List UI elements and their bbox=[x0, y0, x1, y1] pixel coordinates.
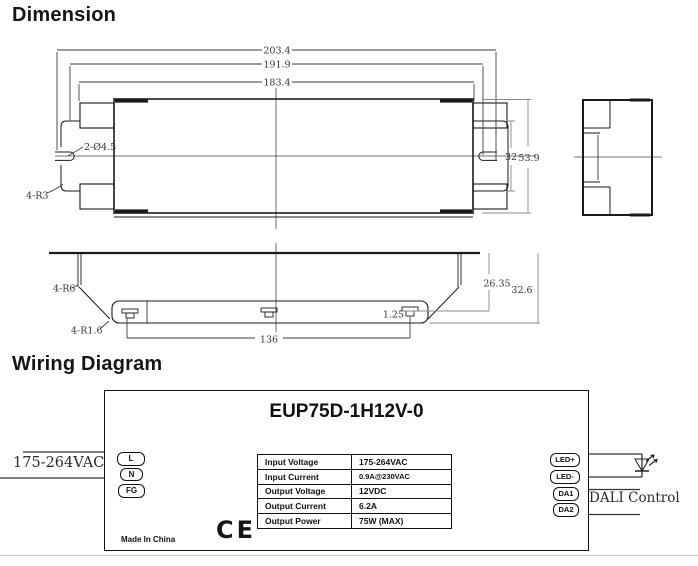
spec-row-input-voltage bbox=[258, 455, 452, 470]
top-view-drawing bbox=[55, 88, 536, 229]
spec-value: 12VDC bbox=[352, 484, 452, 499]
dim-inner-height: 26.35 bbox=[483, 278, 511, 290]
end-view-drawing bbox=[574, 100, 662, 215]
spec-row-output-current bbox=[258, 499, 452, 514]
wiring-section-title: Wiring Diagram bbox=[12, 353, 163, 375]
spec-label: Output Power bbox=[258, 514, 352, 529]
side-view-drawing bbox=[49, 243, 480, 332]
spec-label: Output Current bbox=[258, 499, 352, 514]
side-view-clips bbox=[122, 307, 418, 318]
dim-overall-height: 32.6 bbox=[511, 285, 533, 296]
dim-corner-radius: 4-R3 bbox=[26, 190, 49, 202]
dim-bottom-radius: 4-R1.6 bbox=[71, 325, 103, 337]
spec-row-output-power bbox=[258, 514, 452, 529]
top-dimension-lines bbox=[57, 50, 531, 213]
spec-row-input-current bbox=[258, 469, 452, 484]
spec-label: Input Voltage bbox=[258, 455, 352, 470]
top-dimension-labels bbox=[26, 46, 540, 202]
spec-row-output-voltage bbox=[258, 484, 452, 499]
spec-label: Input Current bbox=[258, 469, 352, 484]
dim-top-radius: 4-R6 bbox=[53, 283, 76, 295]
input-voltage-label: 175-264VAC bbox=[13, 455, 105, 471]
dim-length-overall: 203.4 bbox=[263, 45, 291, 57]
spec-label: Output Voltage bbox=[258, 484, 352, 499]
ce-mark: CE bbox=[216, 516, 257, 544]
spec-value: 75W (MAX) bbox=[352, 514, 452, 529]
terminal-L: L bbox=[117, 452, 145, 466]
page-separator-line bbox=[0, 555, 698, 556]
dim-body-height: 53.9 bbox=[518, 153, 540, 164]
spec-table bbox=[257, 454, 452, 529]
terminal-LED-minus: LED- bbox=[550, 470, 580, 484]
side-dimension-lines bbox=[72, 253, 540, 338]
model-number: EUP75D-1H12V-0 bbox=[269, 401, 424, 422]
terminal-DA2: DA2 bbox=[553, 503, 579, 517]
spec-value: 0.9A@230VAC bbox=[352, 469, 452, 484]
made-in-label: Made In China bbox=[121, 535, 176, 544]
led-output-wires bbox=[589, 454, 642, 477]
dim-clip-offset: 1.25 bbox=[382, 309, 404, 321]
terminal-DA1: DA1 bbox=[553, 487, 579, 501]
terminal-LED-plus: LED+ bbox=[550, 453, 580, 467]
dim-length-mid: 191.9 bbox=[263, 59, 291, 71]
spec-value: 6.2A bbox=[352, 499, 452, 514]
dim-mount-hole: 2-Ø4.5 bbox=[84, 142, 117, 153]
led-symbol-icon bbox=[635, 455, 657, 471]
dimension-section-title: Dimension bbox=[12, 4, 117, 26]
dim-clip-spacing: 136 bbox=[259, 334, 279, 346]
dali-control-label: DALI Control bbox=[589, 490, 680, 506]
spec-value: 175-264VAC bbox=[352, 455, 452, 470]
dim-slot-height: 32 bbox=[504, 152, 518, 163]
terminal-FG: FG bbox=[118, 484, 145, 498]
dim-length-inner: 183.4 bbox=[263, 77, 291, 89]
terminal-N: N bbox=[120, 468, 143, 481]
